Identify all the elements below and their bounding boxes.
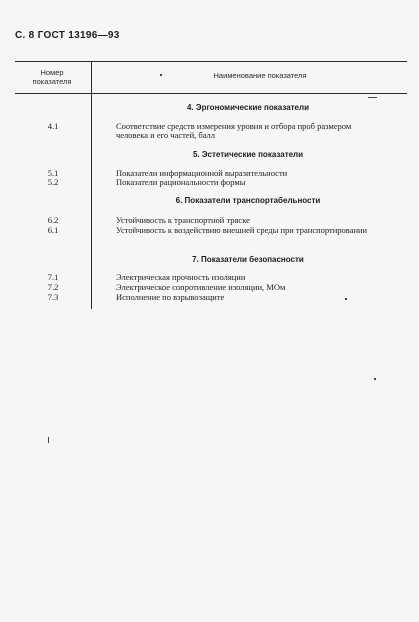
scan-speck: [368, 97, 377, 98]
column-header-number: Номер показателя: [32, 68, 72, 86]
page-header: С. 8 ГОСТ 13196—93: [15, 30, 120, 41]
row-text: Показатели рациональности формы: [116, 177, 246, 187]
section-title-transportability: 6. Показатели транспортабельности: [175, 196, 321, 205]
row-text: Соответствие средств измерения уровня и отбора проб размером человека и его частей, балл: [116, 121, 352, 140]
scan-speck: [48, 437, 49, 443]
row-text: Электрическая прочность изоляции: [116, 272, 246, 282]
row-text: Электрическое сопротивление изоляции, МОм: [116, 282, 286, 292]
row-number: 7.1: [47, 272, 59, 282]
row-text: Устойчивость к транспортной тряске: [116, 215, 250, 225]
section-title-ergonomic: 4. Эргономические показатели: [186, 103, 310, 112]
row-number: 4.1: [47, 121, 59, 131]
scan-speck: [160, 74, 162, 76]
row-number: 7.3: [47, 292, 59, 302]
column-header-name: Наименование показателя: [213, 71, 307, 80]
row-number: 7.2: [47, 282, 59, 292]
section-title-safety: 7. Показатели безопасности: [192, 255, 304, 264]
table-top-rule: [15, 61, 407, 62]
table-header-rule: [15, 93, 407, 94]
scan-speck: [374, 378, 376, 380]
row-text: Показатели информационной выразительности: [116, 168, 288, 178]
row-number: 6.1: [47, 225, 59, 235]
table-column-divider: [91, 61, 92, 309]
section-title-aesthetic: 5. Эстетические показатели: [192, 150, 304, 159]
scan-speck: [345, 298, 347, 300]
row-text: Исполнение по взрывозащите: [116, 292, 225, 302]
row-number: 5.1: [47, 168, 59, 178]
row-text: Устойчивость к воздействию внешней среды при транспортировании: [116, 225, 368, 235]
row-number: 5.2: [47, 177, 59, 187]
row-number: 6.2: [47, 215, 59, 225]
